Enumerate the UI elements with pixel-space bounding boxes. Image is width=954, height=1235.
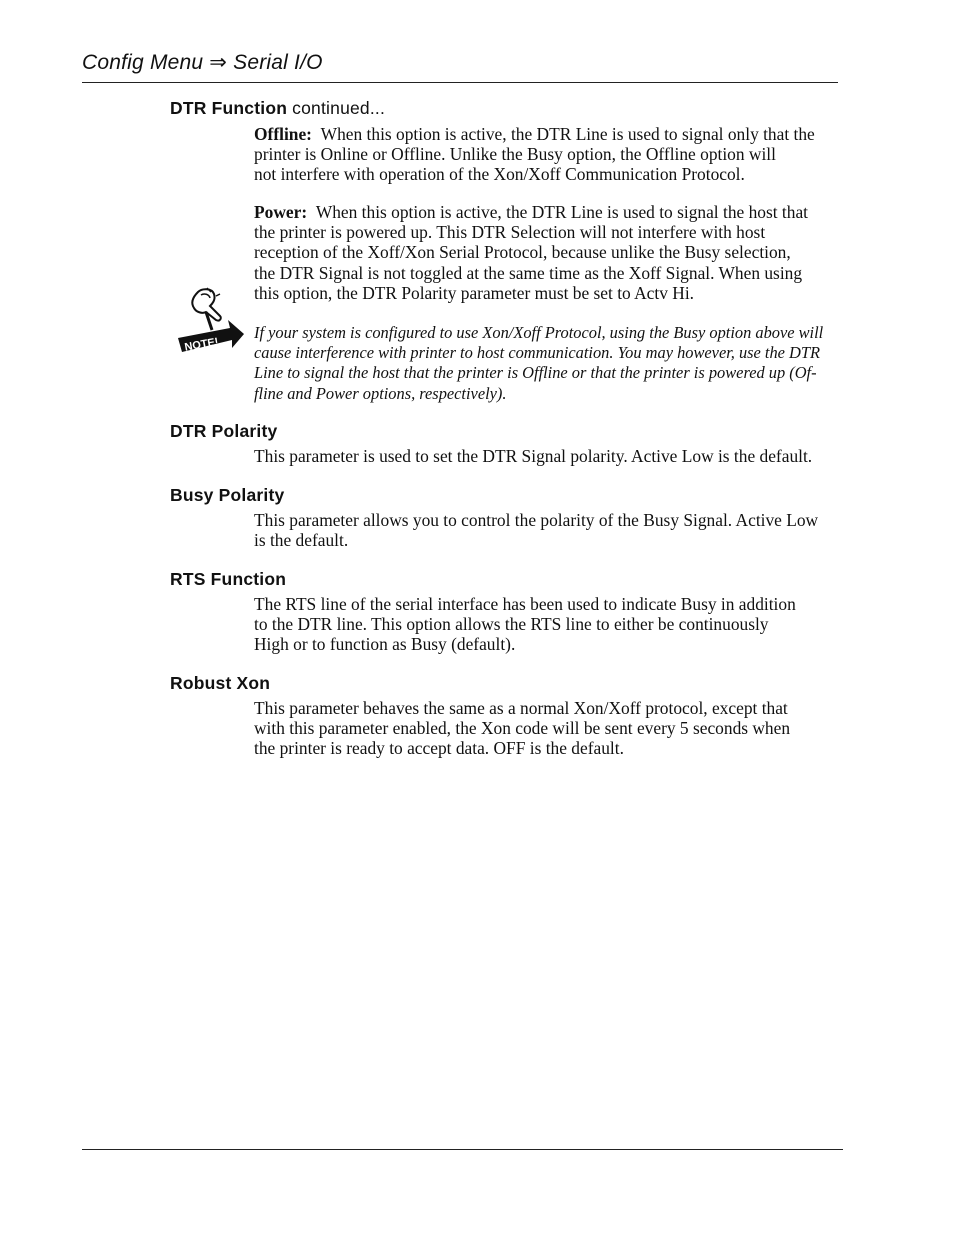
busy-polarity-line-2: is the default. [254, 530, 349, 551]
rts-function-paragraph [254, 594, 796, 655]
dtr-polarity-paragraph [254, 446, 812, 466]
robust-xon-paragraph [254, 698, 790, 759]
offline-label: Offline: [254, 124, 312, 144]
rts-function-line-3: High or to function as Busy (default). [254, 634, 516, 655]
section-heading-busy-polarity: Busy Polarity [170, 485, 285, 505]
robust-xon-line-2: with this parameter enabled, the Xon code will be sent every 5 seconds when [254, 718, 791, 739]
heading-text: DTR Function [170, 98, 288, 118]
busy-polarity-paragraph [254, 510, 818, 550]
section-heading-robust-xon: Robust Xon [170, 673, 271, 693]
note-line-1: If your system is configured to use Xon/Xoff Protocol, using the Busy option above will [254, 323, 824, 342]
offline-line-3: not interfere with operation of the Xon/Xoff Communication Protocol. [254, 164, 745, 185]
power-line-5: this option, the DTR Polarity parameter must be set to Actv Hi. [254, 282, 695, 303]
text-line [254, 202, 808, 222]
power-option-paragraph [254, 202, 808, 303]
power-line-1: When this option is active, the DTR Line is used to signal the host that [315, 202, 808, 222]
note-text [254, 323, 823, 404]
section-heading-dtr-polarity: DTR Polarity [170, 421, 278, 441]
power-label: Power: [254, 202, 308, 222]
note-line-4: fline and Power options, respectively). [254, 383, 507, 403]
power-line-3: reception of the Xoff/Xon Serial Protocol, because unlike the Busy selection, [254, 242, 791, 263]
section-heading-rts-function: RTS Function [170, 569, 287, 589]
page-header: Config Menu ⇒ Serial I/O [82, 51, 323, 74]
offline-line-1: When this option is active, the DTR Line is used to signal only that the [320, 124, 815, 144]
dtr-polarity-line-1: This parameter is used to set the DTR Signal polarity. Active Low is the default. [254, 446, 813, 466]
note-pushpin-icon [176, 286, 246, 356]
header-divider [82, 82, 838, 83]
rts-function-line-1: The RTS line of the serial interface has been used to indicate Busy in addition [254, 594, 796, 614]
offline-option-paragraph [254, 124, 815, 185]
note-line-3: Line to signal the host that the printer is Offline or that the printer is powered up (Of- [254, 363, 817, 383]
continued-label: continued... [292, 98, 386, 118]
robust-xon-line-3: the printer is ready to accept data. OFF is the default. [254, 738, 624, 759]
rts-function-line-2: to the DTR line. This option allows the RTS line to either be continuously [254, 614, 769, 635]
power-line-2: the printer is powered up. This DTR Selection will not interfere with host [254, 222, 766, 243]
note-line-2: cause interference with printer to host communication. You may however, use the DTR [254, 343, 821, 363]
robust-xon-line-1: This parameter behaves the same as a normal Xon/Xoff protocol, except that [254, 698, 788, 718]
section-heading-dtr-function [170, 98, 385, 119]
footer-divider [82, 1149, 843, 1150]
power-line-4: the DTR Signal is not toggled at the same time as the Xoff Signal. When using [254, 262, 803, 283]
note-icon-label: NOTE! [183, 335, 220, 354]
offline-line-2: printer is Online or Offline. Unlike the Busy option, the Offline option will [254, 144, 776, 165]
text-line [254, 124, 815, 144]
busy-polarity-line-1: This parameter allows you to control the polarity of the Busy Signal. Active Low [254, 510, 819, 530]
